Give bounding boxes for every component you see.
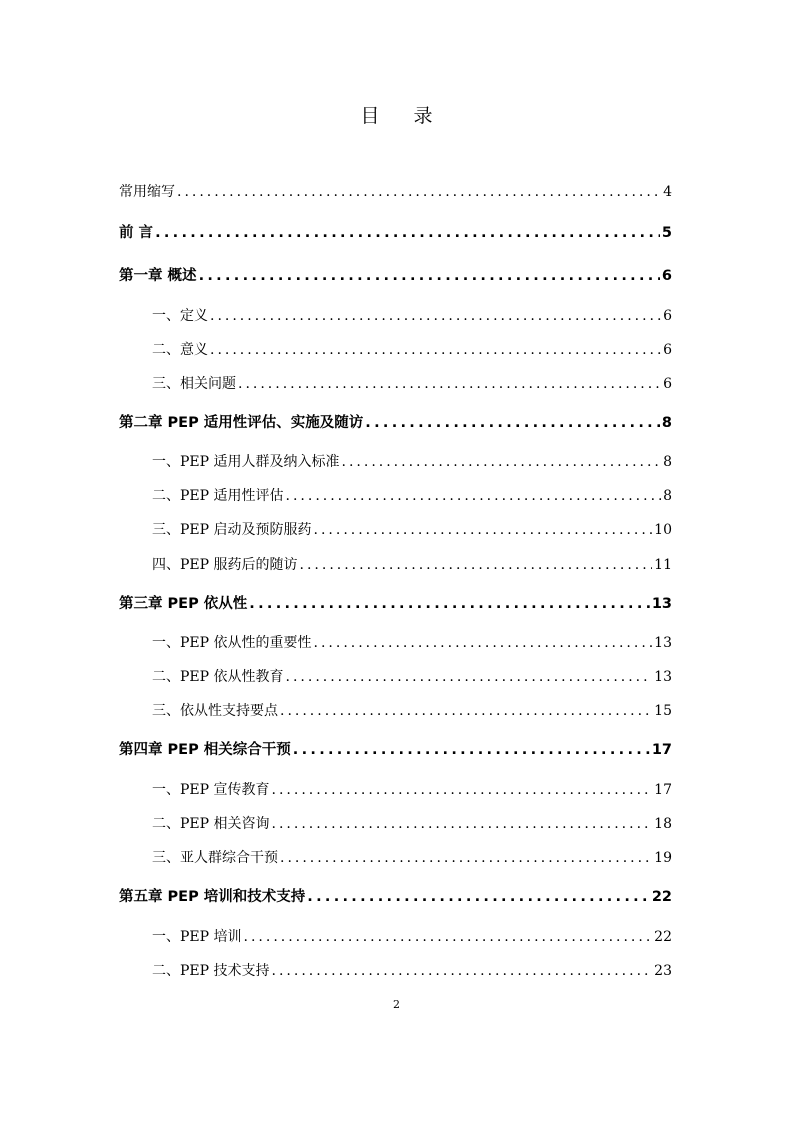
- toc-entry-page: 6: [661, 268, 672, 284]
- toc-dot-leader: [244, 926, 653, 948]
- toc-entry-page: 19: [654, 850, 672, 866]
- toc-dot-leader: [280, 847, 652, 869]
- toc-chapter-entry[interactable]: [119, 886, 672, 908]
- toc-entry[interactable]: [119, 779, 672, 801]
- toc-dot-leader: [365, 412, 660, 434]
- toc-entry[interactable]: [119, 813, 672, 835]
- toc-dot-leader: [155, 222, 660, 244]
- toc-entry-page: 11: [654, 557, 672, 573]
- page-title: 目 录: [360, 105, 447, 127]
- toc-entry-label: 一、定义: [152, 308, 208, 324]
- toc-entry[interactable]: [119, 485, 672, 507]
- toc-entry-page: 22: [654, 929, 672, 945]
- table-of-contents: [119, 0, 672, 1000]
- toc-chapter-entry[interactable]: [119, 222, 672, 244]
- toc-entry-label: 三、依从性支持要点: [152, 703, 278, 719]
- toc-entry[interactable]: [119, 554, 672, 576]
- toc-entry[interactable]: [119, 181, 672, 203]
- toc-dot-leader: [286, 666, 653, 688]
- toc-entry-page: 13: [654, 669, 672, 685]
- toc-entry-label: 第二章 PEP 适用性评估、实施及随访: [119, 415, 364, 431]
- toc-entry-page: 6: [663, 376, 672, 392]
- toc-entry[interactable]: [119, 305, 672, 327]
- toc-entry[interactable]: [119, 847, 672, 869]
- toc-entry[interactable]: [119, 339, 672, 361]
- toc-dot-leader: [286, 485, 662, 507]
- toc-chapter-entry[interactable]: [119, 739, 672, 761]
- toc-entry-page: 17: [654, 782, 672, 798]
- toc-entry-label: 第三章 PEP 依从性: [119, 596, 248, 612]
- toc-entry-label: 三、亚人群综合干预: [152, 850, 278, 866]
- toc-entry-label: 二、意义: [152, 342, 208, 358]
- toc-entry-label: 第五章 PEP 培训和技术支持: [119, 889, 306, 905]
- toc-entry-label: 一、PEP 宣传教育: [152, 782, 270, 798]
- toc-entry-page: 5: [661, 225, 672, 241]
- toc-entry[interactable]: [119, 926, 672, 948]
- toc-dot-leader: [314, 519, 653, 541]
- toc-dot-leader: [199, 265, 660, 287]
- toc-entry-page: 8: [663, 488, 672, 504]
- toc-entry-page: 8: [661, 415, 672, 431]
- toc-entry-label: 一、PEP 培训: [152, 929, 242, 945]
- toc-entry-page: 22: [651, 889, 672, 905]
- toc-entry-label: 前 言: [119, 225, 154, 241]
- toc-entry-page: 6: [663, 342, 672, 358]
- page-number: 2: [393, 998, 400, 1011]
- toc-entry[interactable]: [119, 700, 672, 722]
- toc-entry[interactable]: [119, 960, 672, 982]
- toc-entry-label: 二、PEP 依从性教育: [152, 669, 284, 685]
- toc-dot-leader: [293, 739, 650, 761]
- toc-dot-leader: [238, 373, 661, 395]
- toc-entry-label: 一、PEP 适用人群及纳入标准: [152, 454, 340, 470]
- toc-entry[interactable]: [119, 373, 672, 395]
- toc-entry-page: 23: [654, 963, 672, 979]
- toc-dot-leader: [177, 181, 661, 203]
- toc-entry-page: 17: [651, 742, 672, 758]
- toc-dot-leader: [210, 305, 661, 327]
- toc-entry[interactable]: [119, 666, 672, 688]
- toc-entry-page: 10: [654, 522, 672, 538]
- toc-dot-leader: [249, 593, 650, 615]
- toc-entry-page: 13: [654, 635, 672, 651]
- toc-entry-label: 二、PEP 相关咨询: [152, 816, 270, 832]
- toc-dot-leader: [307, 886, 650, 908]
- toc-entry[interactable]: [119, 451, 672, 473]
- toc-entry-page: 15: [654, 703, 672, 719]
- toc-entry-label: 一、PEP 依从性的重要性: [152, 635, 312, 651]
- toc-entry-label: 三、PEP 启动及预防服药: [152, 522, 312, 538]
- toc-entry-page: 18: [654, 816, 672, 832]
- toc-dot-leader: [314, 632, 653, 654]
- toc-chapter-entry[interactable]: [119, 265, 672, 287]
- toc-entry-label: 三、相关问题: [152, 376, 236, 392]
- toc-dot-leader: [280, 700, 652, 722]
- toc-entry-label: 第四章 PEP 相关综合干预: [119, 742, 291, 758]
- toc-entry-page: 13: [651, 596, 672, 612]
- toc-dot-leader: [272, 779, 653, 801]
- toc-entry-label: 常用缩写: [119, 184, 175, 200]
- toc-entry-page: 4: [663, 184, 672, 200]
- toc-chapter-entry[interactable]: [119, 593, 672, 615]
- toc-entry[interactable]: [119, 632, 672, 654]
- toc-entry-page: 6: [663, 308, 672, 324]
- toc-chapter-entry[interactable]: [119, 412, 672, 434]
- toc-dot-leader: [272, 813, 653, 835]
- toc-entry-label: 四、PEP 服药后的随访: [152, 557, 298, 573]
- toc-dot-leader: [210, 339, 661, 361]
- toc-dot-leader: [342, 451, 662, 473]
- toc-dot-leader: [272, 960, 653, 982]
- toc-entry-label: 第一章 概述: [119, 268, 197, 284]
- toc-entry-label: 二、PEP 技术支持: [152, 963, 270, 979]
- toc-entry-page: 8: [663, 454, 672, 470]
- toc-entry[interactable]: [119, 519, 672, 541]
- toc-entry-label: 二、PEP 适用性评估: [152, 488, 284, 504]
- toc-dot-leader: [300, 554, 653, 576]
